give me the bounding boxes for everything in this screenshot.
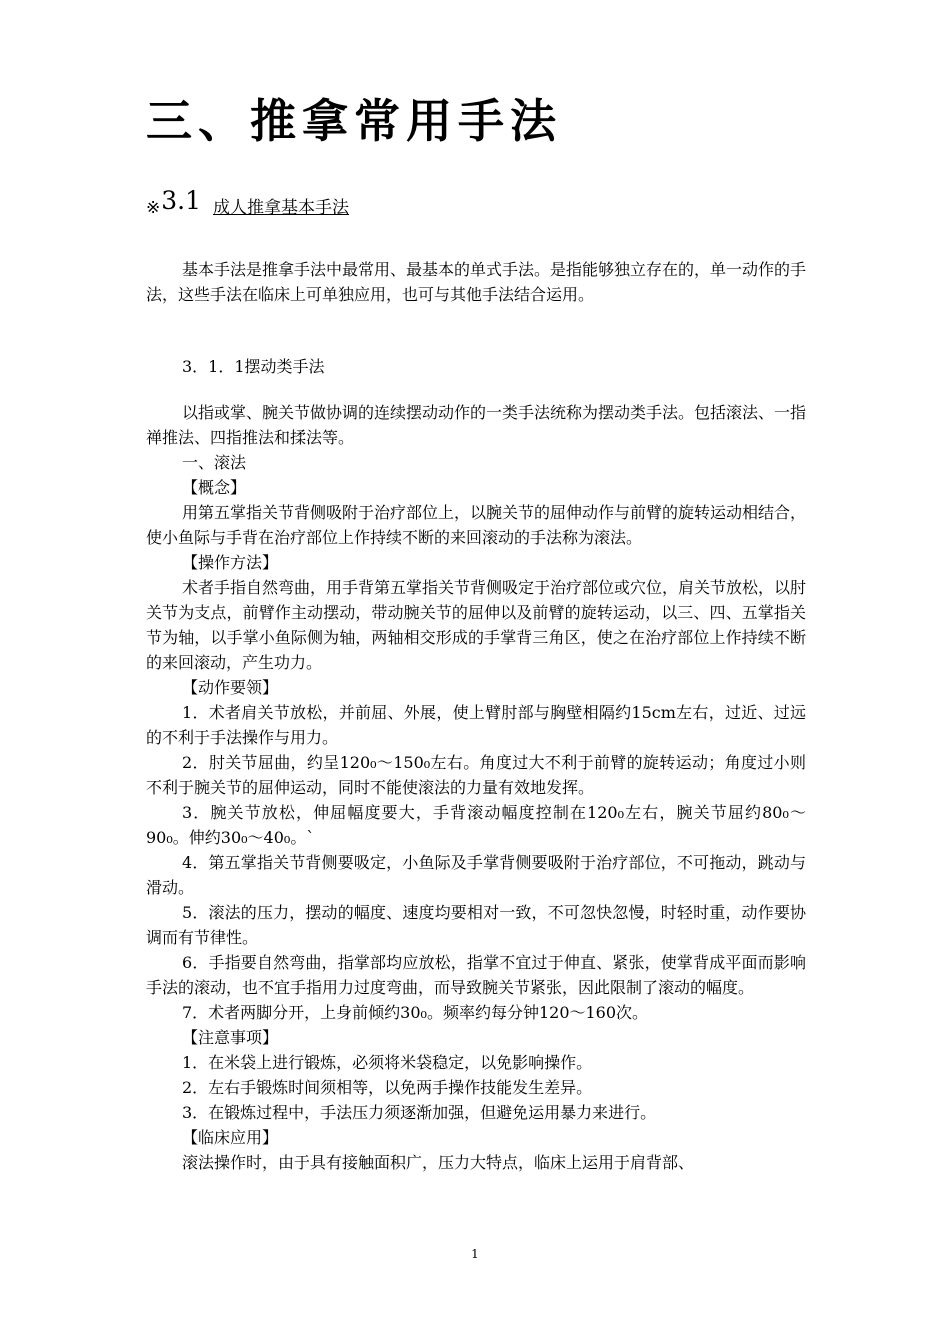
section-title: 成人推拿基本手法 — [213, 198, 350, 218]
main-content — [146, 400, 806, 1175]
page-number: 1 — [471, 1247, 479, 1261]
intro-block — [146, 257, 806, 307]
operation-text: 术者手指自然弯曲，用手背第五掌指关节背侧吸定于治疗部位或穴位，肩关节放松，以肘关节为支点，前臂作主动摆动，带动腕关节的屈伸以及前臂的旋转运动，以三、四、五掌指关节为轴，以手掌小鱼际侧为轴，两轴相交形成的手掌背三角区，使之在治疗部位上作持续不断的来回滚动，产生功力。 — [146, 578, 807, 672]
caution-item: 3．在锻炼过程中，手法压力须逐渐加强，但避免运用暴力来进行。 — [182, 1103, 657, 1122]
essential-item: 5．滚法的压力，摆动的幅度、速度均要相对一致，不可忽快忽慢，时轻时重，动作要协调而有节律性。 — [146, 903, 806, 947]
subsection-heading: 3．1．1摆动类手法 — [182, 357, 325, 376]
caution-item: 2．左右手锻炼时间须相等，以免两手操作技能发生差异。 — [182, 1078, 593, 1097]
section-heading — [146, 186, 350, 219]
concept-text: 用第五掌指关节背侧吸附于治疗部位上，以腕关节的屈伸动作与前臂的旋转运动相结合，使小鱼际与手背在治疗部位上作持续不断的来回滚动的手法称为滚法。 — [146, 503, 807, 547]
method-heading: 一、滚法 — [182, 453, 247, 472]
essential-item: 3．腕关节放松，伸屈幅度要大，手背滚动幅度控制在120₀左右，腕关节屈约80₀～90₀。伸约30₀～40₀。` — [146, 803, 806, 847]
section-number: 3.1 — [161, 186, 202, 215]
essential-item: 2．肘关节屈曲，约呈120₀～150₀左右。角度过大不利于前臂的旋转运动；角度过小则不利于腕关节的屈伸运动，同时不能使滚法的力量有效地发挥。 — [146, 753, 806, 797]
caution-item: 1．在米袋上进行锻炼，必须将米袋稳定，以免影响操作。 — [182, 1053, 593, 1072]
essential-item: 4．第五掌指关节背侧要吸定，小鱼际及手掌背侧要吸附于治疗部位，不可拖动，跳动与滑动。 — [146, 853, 806, 897]
concept-label: 【概念】 — [182, 478, 247, 497]
cautions-label: 【注意事项】 — [182, 1028, 279, 1047]
essential-item: 6．手指要自然弯曲，指掌部均应放松，指掌不宜过于伸直、紧张，使掌背成平面而影响手法的滚动，也不宜手指用力过度弯曲，而导致腕关节紧张，因此限制了滚动的幅度。 — [146, 953, 806, 997]
essential-item: 7．术者两脚分开，上身前倾约30₀。频率约每分钟120～160次。 — [182, 1003, 649, 1022]
clinical-label: 【临床应用】 — [182, 1128, 279, 1147]
sub-intro-paragraph: 以指或掌、腕关节做协调的连续摆动动作的一类手法统称为摆动类手法。包括滚法、一指禅推法、四指推法和揉法等。 — [146, 403, 807, 447]
essential-item: 1．术者肩关节放松，并前屈、外展，使上臂肘部与胸壁相隔约15cm左右，过近、过远的不利于手法操作与用力。 — [146, 703, 806, 747]
clinical-text: 滚法操作时，由于具有接触面积广，压力大特点，临床上运用于肩背部、 — [182, 1153, 695, 1172]
operation-label: 【操作方法】 — [182, 553, 279, 572]
document-title: 三、推拿常用手法 — [146, 94, 562, 148]
reference-mark: ※ — [146, 198, 161, 218]
essentials-label: 【动作要领】 — [182, 678, 279, 697]
intro-paragraph: 基本手法是推拿手法中最常用、最基本的单式手法。是指能够独立存在的，单一动作的手法，这些手法在临床上可单独应用，也可与其他手法结合运用。 — [146, 260, 807, 304]
